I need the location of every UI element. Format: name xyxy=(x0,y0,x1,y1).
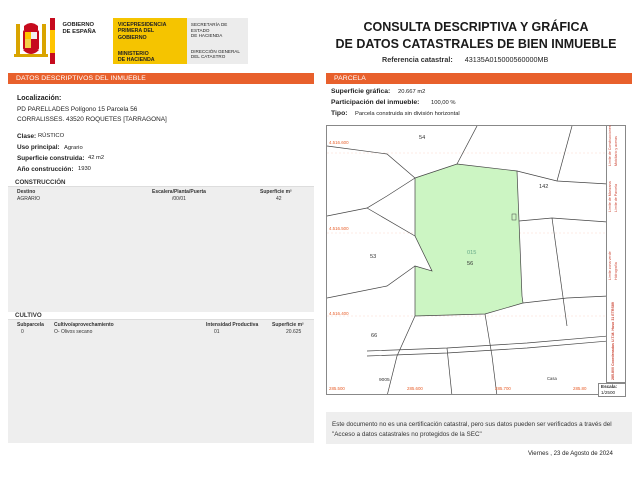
col-superficie-cultivo: Superficie m² xyxy=(272,322,304,328)
coord-x-2: 285.600 xyxy=(407,386,423,391)
legend-item-5: Límite zona verde xyxy=(608,251,612,280)
document-date: Viernes , 23 de Agosto de 2024 xyxy=(528,450,613,457)
parcel-label-66: 66 xyxy=(371,333,378,339)
clase-value: RÚSTICO xyxy=(38,133,65,139)
referencia-catastral xyxy=(382,55,548,64)
vicepresidencia-label: VICEPRESIDENCIA PRIMERA DEL GOBIERNO xyxy=(117,22,167,41)
uso-label: Uso principal: xyxy=(17,144,60,151)
coord-x-4: 285.80 xyxy=(573,386,587,391)
legend-item-2: Límite de Parcela xyxy=(614,184,618,212)
coord-y-2: 4.516.500 xyxy=(329,226,349,231)
coord-y-3: 4.516.400 xyxy=(329,311,349,316)
localizacion-line-2: CORRALISSES. 43520 ROQUETES [TARRAGONA] xyxy=(17,116,167,123)
target-parcel xyxy=(415,164,523,316)
col-intensidad: Intensidad Productiva xyxy=(206,322,259,328)
ref-value: 43135A015000560000MB xyxy=(464,55,549,64)
construccion-table xyxy=(8,186,314,312)
superficie-construida-value: 42 m2 xyxy=(88,155,105,161)
coord-y-1: 4.516.600 xyxy=(329,140,349,145)
tipo-value: Parcela construida sin división horizontal xyxy=(355,111,460,117)
flag-bar xyxy=(50,18,55,64)
col-superficie: Superficie m² xyxy=(260,189,292,195)
title-line-1: CONSULTA DESCRIPTIVA Y GRÁFICA xyxy=(363,20,589,34)
direccion-label: DIRECCIÓN GENERAL DEL CATASTRO xyxy=(190,48,240,60)
ref-label: Referencia catastral: xyxy=(382,55,453,64)
cultivo-title: CULTIVO xyxy=(15,312,42,319)
legend-item-1: Límite de Manzana xyxy=(608,181,612,212)
col-destino: Destino xyxy=(17,189,36,195)
table-row-cultivo: O- Olivos secano xyxy=(54,329,93,335)
table-row-superficie-cultivo: 20.625 xyxy=(286,329,302,335)
localizacion-line-1: PD PARELLADES Polígono 15 Parcela 56 xyxy=(17,106,138,113)
catastro-grey-box xyxy=(187,18,248,64)
ministerio-label: MINISTERIO DE HACIENDA xyxy=(117,50,155,64)
section-header-descriptivos: DATOS DESCRIPTIVOS DEL INMUEBLE xyxy=(8,73,314,84)
crs-label: 285.800 Coordenadas U.T.M. Huso 31 ETRS89 xyxy=(611,302,615,380)
col-subparcela: Subparcela xyxy=(17,322,44,328)
secretaria-label: SECRETARÍA DE ESTADO DE HACIENDA xyxy=(190,22,228,39)
table-row-escalera: /00/01 xyxy=(172,196,186,202)
scale-box xyxy=(598,383,626,397)
table-row-destino: AGRARIO xyxy=(17,196,41,202)
parcel-label-015: 015 xyxy=(467,250,477,256)
legend-item-3: Límite de Construcciones xyxy=(608,125,612,166)
coord-x-1: 285.500 xyxy=(329,386,345,391)
col-cultivo: Cultivo/aprovechamiento xyxy=(54,322,114,328)
coord-x-3: 285.700 xyxy=(495,386,511,391)
construccion-title: CONSTRUCCIÓN xyxy=(15,179,66,186)
ministry-yellow-box xyxy=(113,18,187,64)
superficie-construida-label: Superficie construida: xyxy=(17,155,85,162)
legend-item-4: Mobiliario y aceras xyxy=(614,136,618,166)
localizacion-label: Localización: xyxy=(17,95,62,102)
table-row-superficie: 42 xyxy=(276,196,282,202)
anio-value: 1930 xyxy=(78,166,91,172)
coat-of-arms-icon xyxy=(12,18,50,64)
document-title xyxy=(326,19,626,53)
uso-value: Agrario xyxy=(64,145,83,151)
map-label-casa: Casa xyxy=(547,376,557,381)
scale-label: Escala: xyxy=(601,384,618,389)
map-legend-strip xyxy=(607,125,626,383)
parcel-label-56: 56 xyxy=(467,261,474,267)
cadastral-map xyxy=(326,125,607,395)
table-row-intensidad: 01 xyxy=(214,329,220,335)
col-escalera: Escalera/Planta/Puerta xyxy=(152,189,206,195)
cultivo-table xyxy=(8,319,314,443)
section-header-parcela: PARCELA xyxy=(326,73,632,84)
parcel-label-54: 54 xyxy=(419,135,426,141)
legend-item-6: Hidrografía xyxy=(614,262,618,280)
disclaimer-note: Este documento no es una certificación catastral, pero sus datos pueden ser verificados a través del "Acceso a datos catastrales no protegidos de la SEC" xyxy=(326,412,632,444)
anio-label: Año construcción: xyxy=(17,166,74,173)
parcel-label-9005: 9005 xyxy=(379,378,390,383)
participacion-value: 100,00 % xyxy=(431,100,456,106)
parcel-label-142: 142 xyxy=(539,184,549,190)
scale-value: 1/2500 xyxy=(601,390,616,395)
clase-label: Clase: xyxy=(17,133,37,140)
parcel-label-53: 53 xyxy=(370,254,377,260)
table-row-subparcela: 0 xyxy=(21,329,24,335)
superficie-grafica-label: Superficie gráfica: xyxy=(331,88,391,95)
title-line-2: DE DATOS CATASTRALES DE BIEN INMUEBLE xyxy=(335,37,617,51)
government-logo xyxy=(12,18,248,66)
participacion-label: Participación del inmueble: xyxy=(331,99,420,106)
tipo-label: Tipo: xyxy=(331,110,348,117)
superficie-grafica-value: 20.667 m2 xyxy=(398,89,426,95)
gobierno-label: GOBIERNO DE ESPAÑA xyxy=(62,22,96,35)
